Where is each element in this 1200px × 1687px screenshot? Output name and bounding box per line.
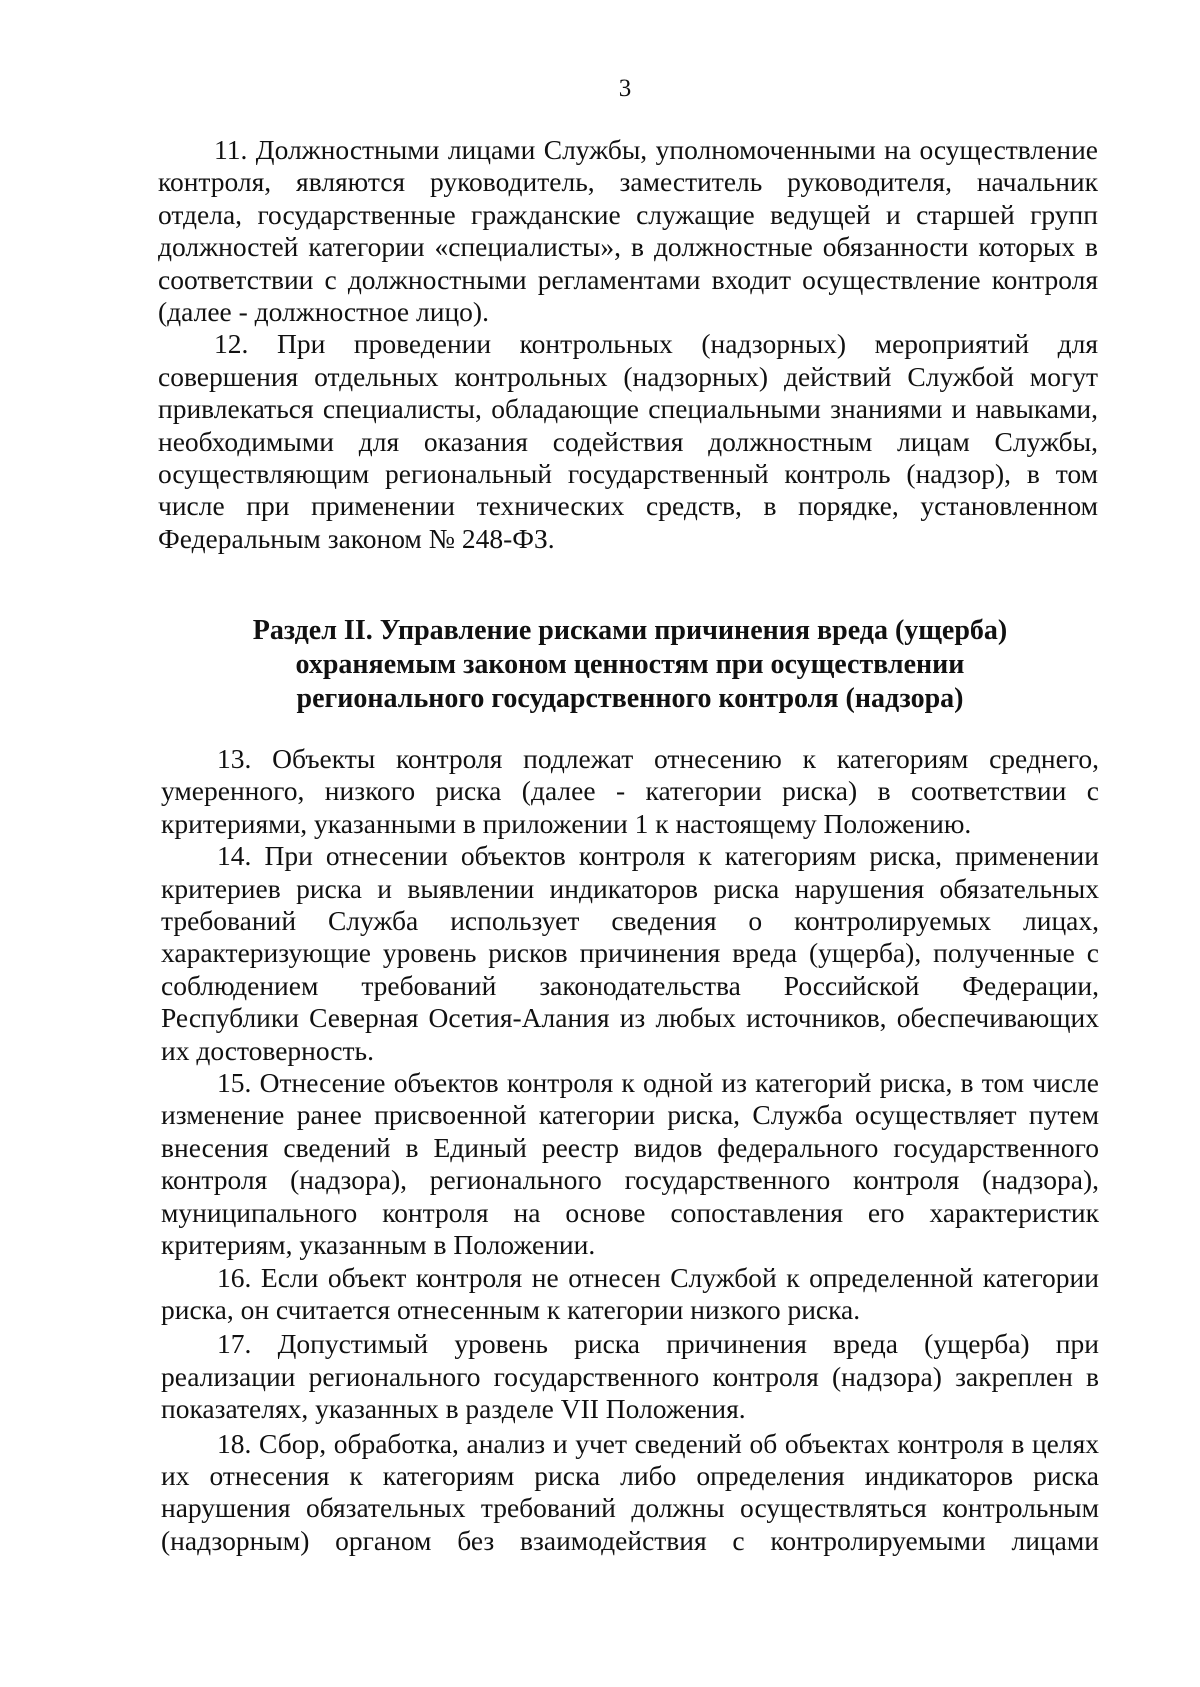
page-number: 3 [618,75,632,102]
section-heading [160,614,1100,716]
section-heading-line-2: охраняемым законом ценностям при осуществлении [295,649,965,680]
section-heading-line-3: регионального государственного контроля (надзора) [296,683,964,714]
paragraphs-top [158,134,1098,555]
paragraph-16: 16. Если объект контроля не отнесен Службой к определенной категории риска, он считается отнесенным к категории низкого риска. [161,1261,1099,1325]
paragraph-14: 14. При отнесении объектов контроля к категориям риска, применении критериев риска и выявлении индикаторов риска нарушения обязательных требований Служба использует сведения о контролируемых лицах, характеризующие уровень рисков причинения вреда (ущерба), полученные с соблюдением требований законодательства Российской Федерации, Республики Северная Осетия-Алания из любых источников, обеспечивающих их достоверность. [161,840,1099,1066]
paragraph-13: 13. Объекты контроля подлежат отнесению к категориям среднего, умеренного, низкого риска (далее - категории риска) в соответствии с критериями, указанными в приложении 1 к настоящему Положению. [161,743,1099,839]
paragraphs-bottom [161,743,1099,1557]
section-heading-line-1: Раздел II. Управление рисками причинения вреда (ущерба) [252,615,1008,646]
paragraph-17: 17. Допустимый уровень риска причинения вреда (ущерба) при реализации регионального государственного контроля (надзора) закреплен в показателях, указанных в разделе VII Положения. [161,1328,1099,1425]
paragraph-18: 18. Сбор, обработка, анализ и учет сведений об объектах контроля в целях их отнесения к категориям риска либо определения индикаторов риска нарушения обязательных требований должны осуществляться контрольным (надзорным) органом без взаимодействия с контролируемыми лицами [161,1427,1099,1556]
paragraph-15: 15. Отнесение объектов контроля к одной из категорий риска, в том числе изменение ранее присвоенной категории риска, Служба осуществляет путем внесения сведений в Единый реестр видов федерального государственного контроля (надзора), регионального государственного контроля (надзора), муниципального контроля на основе сопоставления его характеристик критериям, указанным в Положении. [161,1067,1099,1261]
paragraph-12: 12. При проведении контрольных (надзорных) мероприятий для совершения отдельных контрольных (надзорных) действий Службой могут привлекаться специалисты, обладающие специальными знаниями и навыками, необходимыми для оказания содействия должностным лицам Службы, осуществляющим региональный государственный контроль (надзор), в том числе при применении технических средств, в порядке, установленном Федеральным законом № 248-ФЗ. [158,328,1098,554]
paragraph-11: 11. Должностными лицами Службы, уполномоченными на осуществление контроля, являются руководитель, заместитель руководителя, начальник отдела, государственные гражданские служащие ведущей и старшей групп должностей категории «специалисты», в должностные обязанности которых в соответствии с должностными регламентами входит осуществление контроля (далее - должностное лицо). [158,134,1098,328]
